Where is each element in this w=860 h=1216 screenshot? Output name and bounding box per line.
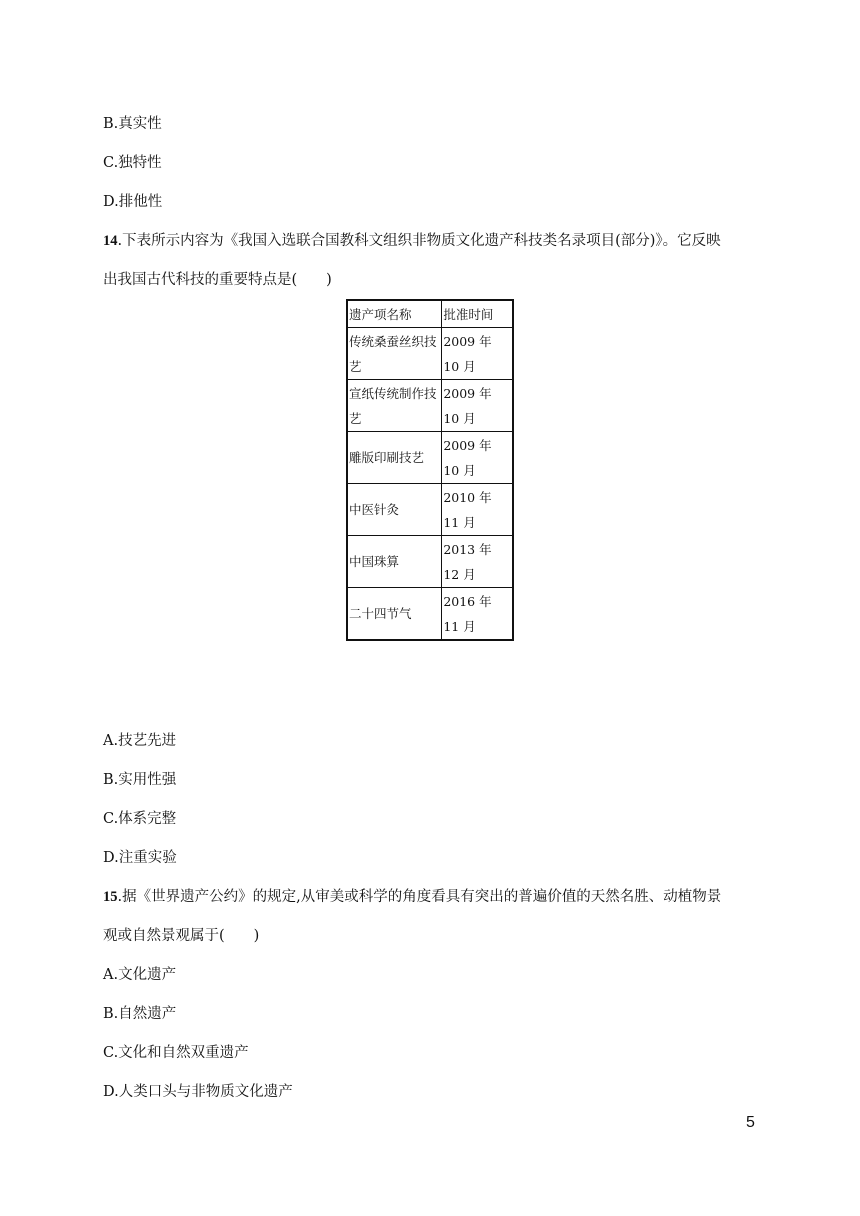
q14-stem-line2: 出我国古代科技的重要特点是( ): [103, 272, 332, 288]
q14-option-c: C.体系完整: [103, 811, 177, 827]
table-row: [347, 536, 513, 588]
heritage-table: [346, 299, 514, 641]
table-header-date: 批准时间: [442, 300, 513, 328]
table-cell-date: 2009 年 10 月: [442, 432, 513, 484]
table-cell-name: 二十四节气: [347, 588, 442, 641]
table-row: [347, 380, 513, 432]
table-cell-date: 2009 年 10 月: [442, 380, 513, 432]
q15-option-b: B.自然遗产: [103, 1006, 177, 1022]
q15-stem-line1: [103, 887, 721, 907]
table-cell-date: 2010 年 11 月: [442, 484, 513, 536]
q15-option-c: C.文化和自然双重遗产: [103, 1045, 249, 1061]
table-cell-date: 2016 年 11 月: [442, 588, 513, 641]
q14-option-a: A.技艺先进: [103, 733, 177, 749]
table-row: [347, 432, 513, 484]
table-cell-date: 2009 年 10 月: [442, 328, 513, 380]
q14-stem-text: .下表所示内容为《我国入选联合国教科文组织非物质文化遗产科技类名录项目(部分)》。它反映: [117, 233, 721, 249]
q15-option-d: D.人类口头与非物质文化遗产: [103, 1084, 293, 1100]
question-number: 15: [103, 889, 118, 905]
table-header-name: 遗产项名称: [347, 300, 442, 328]
table-header-row: [347, 300, 513, 328]
q15-option-a: A.文化遗产: [103, 967, 177, 983]
q13-option-b: B.真实性: [103, 116, 162, 132]
q15-stem-text: .据《世界遗产公约》的规定,从审美或科学的角度看具有突出的普遍价值的天然名胜、动植物景: [117, 889, 722, 905]
question-number: 14: [103, 233, 118, 249]
table-cell-name: 雕版印刷技艺: [347, 432, 442, 484]
table-row: [347, 484, 513, 536]
table-cell-date: 2013 年 12 月: [442, 536, 513, 588]
q14-stem-line1: [103, 231, 721, 251]
q15-stem-line2: 观或自然景观属于( ): [103, 928, 260, 944]
q14-option-b: B.实用性强: [103, 772, 177, 788]
q13-option-d: D.排他性: [103, 194, 163, 210]
table-cell-name: 中国珠算: [347, 536, 442, 588]
table-cell-name: 传统桑蚕丝织技艺: [347, 328, 442, 380]
table-row: [347, 328, 513, 380]
q13-option-c: C.独特性: [103, 155, 162, 171]
q14-option-d: D.注重实验: [103, 850, 177, 866]
table-row: [347, 588, 513, 641]
page-number: 5: [746, 1114, 755, 1131]
table-cell-name: 中医针灸: [347, 484, 442, 536]
table-cell-name: 宣纸传统制作技艺: [347, 380, 442, 432]
